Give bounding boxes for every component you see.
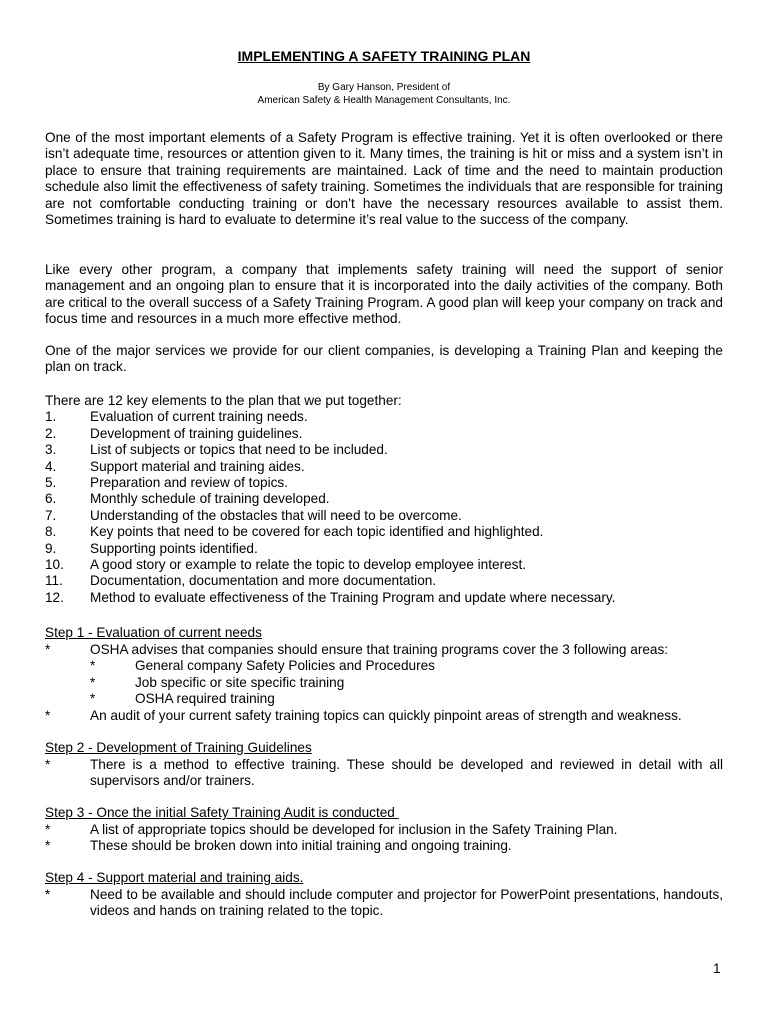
asterisk-bullet: * [45, 887, 51, 902]
bullet-text: OSHA advises that companies should ensure that training programs cover the 3 following areas: [90, 642, 669, 657]
list-item [45, 475, 723, 491]
sub-bullet-item [45, 675, 723, 691]
list-number: 3. [45, 442, 57, 458]
byline [45, 82, 723, 107]
byline-author: By Gary Hanson, President of [317, 82, 451, 93]
sub-bullet-text: OSHA required training [135, 691, 275, 707]
list-number: 8. [45, 524, 57, 540]
bullet-text: An audit of your current safety training topics can quickly pinpoint areas of strength and weakness. [90, 707, 682, 723]
list-item [45, 409, 723, 425]
bullet-item [45, 887, 723, 920]
asterisk-bullet: * [45, 822, 51, 837]
list-text: Method to evaluate effectiveness of the Training Program and update where necessary. [90, 589, 616, 605]
list-number: 5. [45, 475, 57, 491]
list-item [45, 459, 723, 475]
list-number: 12. [45, 589, 64, 605]
key-elements-list [45, 409, 723, 606]
list-item [45, 524, 723, 540]
sub-bullet-item [45, 658, 723, 674]
list-text: List of subjects or topics that need to be included. [90, 442, 388, 458]
list-item [45, 590, 723, 606]
step-1-heading: Step 1 - Evaluation of current needs [45, 625, 262, 640]
bullet-text: A list of appropriate topics should be developed for inclusion in the Safety Training Plan. [90, 822, 618, 837]
step-3-heading: Step 3 - Once the initial Safety Training Audit is conducted [45, 805, 399, 820]
list-text: Key points that need to be covered for each topic identified and highlighted. [90, 524, 544, 540]
bullet-item [45, 838, 723, 854]
list-item [45, 442, 723, 458]
page-number: 1 [713, 961, 721, 976]
list-text: Monthly schedule of training developed. [90, 491, 330, 507]
asterisk-bullet: * [90, 691, 96, 707]
list-intro: There are 12 key elements to the plan that we put together: [45, 393, 402, 408]
bullet-text: These should be broken down into initial training and ongoing training. [90, 838, 512, 854]
list-item [45, 426, 723, 442]
bullet-text: Need to be available and should include computer and projector for PowerPoint presentations, handouts, videos and hands on training related to the topic. [90, 887, 723, 919]
list-number: 6. [45, 491, 57, 507]
list-text: Preparation and review of topics. [90, 475, 288, 491]
bullet-text: There is a method to effective training. These should be developed and reviewed in detail with all supervisors and/or trainers. [90, 757, 723, 789]
step-4-section [45, 869, 723, 920]
document-title: IMPLEMENTING A SAFETY TRAINING PLAN [237, 48, 531, 64]
list-number: 4. [45, 458, 57, 474]
list-number: 1. [45, 409, 57, 425]
paragraph-support: Like every other program, a company that implements safety training will need the support of senior management and an ongoing plan to ensure that it is incorporated into the daily activities of the company. Both are critical to the overall success of a Safety Training Program. A good plan will keep your company on track and focus time and resources in a much more effective method. [45, 262, 723, 327]
list-item [45, 573, 723, 589]
byline-company: American Safety & Health Management Consultants, Inc. [257, 94, 511, 106]
bullet-item [45, 757, 723, 790]
list-item [45, 557, 723, 573]
bullet-item [45, 822, 723, 838]
sub-bullet-item [45, 691, 723, 707]
list-number: 10. [45, 557, 64, 573]
asterisk-bullet: * [45, 757, 51, 772]
list-item [45, 508, 723, 524]
sub-bullet-text: Job specific or site specific training [135, 674, 345, 690]
step-4-heading: Step 4 - Support material and training aids. [45, 870, 304, 885]
bullet-item [45, 642, 723, 658]
list-text: A good story or example to relate the topic to develop employee interest. [90, 557, 527, 573]
asterisk-bullet: * [45, 838, 51, 854]
paragraph-services: One of the major services we provide for our client companies, is developing a Training Plan and keeping the plan on track. [45, 343, 723, 375]
list-text: Support material and training aides. [90, 458, 305, 474]
list-number: 7. [45, 507, 57, 523]
list-text: Supporting points identified. [90, 540, 258, 556]
list-item [45, 491, 723, 507]
list-number: 11. [45, 573, 63, 589]
list-number: 2. [45, 425, 57, 441]
list-text: Development of training guidelines. [90, 425, 303, 441]
list-item [45, 541, 723, 557]
bullet-item [45, 708, 723, 724]
paragraph-intro: One of the most important elements of a Safety Program is effective training. Yet it is often overlooked or there isn’t adequate time, resources or attention given to it. Many times, the training is hit or miss and a system isn’t in place to ensure that training requirements are maintained. Lack of time and the need to maintain production schedule also limit the effectiveness of safety training. Sometimes the individuals that are responsible for training are not comfortable conducting training or don’t have the necessary resources available to assist them. Sometimes training is hard to evaluate to determine it’s real value to the success of the company. [45, 130, 723, 228]
asterisk-bullet: * [90, 674, 96, 690]
asterisk-bullet: * [45, 707, 51, 723]
step-1-section [45, 624, 723, 724]
list-text: Evaluation of current training needs. [90, 409, 308, 425]
list-text: Understanding of the obstacles that will need to be overcome. [90, 507, 462, 523]
list-number: 9. [45, 540, 57, 556]
step-2-heading: Step 2 - Development of Training Guidelines [45, 740, 312, 755]
asterisk-bullet: * [90, 658, 96, 674]
sub-bullet-text: General company Safety Policies and Procedures [135, 658, 435, 674]
list-text: Documentation, documentation and more documentation. [90, 573, 437, 589]
step-3-section [45, 804, 723, 855]
step-2-section [45, 739, 723, 790]
asterisk-bullet: * [45, 642, 51, 657]
